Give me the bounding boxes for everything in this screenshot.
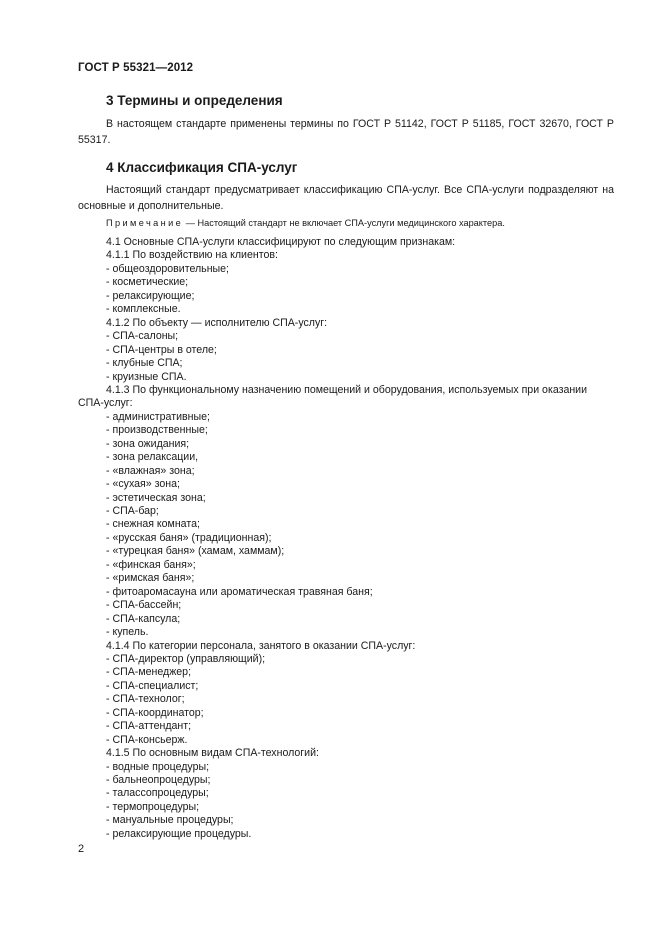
list-item: - купель. (106, 626, 149, 639)
section-3-text-content: В настоящем стандарте применены термины по ГОСТ Р 51142, ГОСТ Р 51185, ГОСТ 32670, ГОСТ Р 55317. (78, 118, 614, 146)
clause-line: 4.1.1 По воздействию на клиентов: (106, 249, 278, 262)
list-item: - СПА-салоны; (106, 330, 179, 343)
clause-line: 4.1 Основные СПА-услуги классифицируют по следующим признакам: (106, 236, 456, 248)
list-item: - «римская баня»; (106, 572, 195, 585)
list-item: - СПА-аттендант; (106, 720, 192, 733)
list-item: - мануальные процедуры; (106, 814, 234, 827)
list-item: - СПА-бар; (106, 505, 159, 517)
list-item: - СПА-капсула; (106, 612, 181, 625)
note-label: Примечание (106, 218, 184, 228)
list-item: - водные процедуры; (106, 760, 210, 773)
list-item: - снежная комната; (106, 518, 200, 531)
list-item: - СПА-центры в отеле; (106, 343, 217, 356)
document-code-header: ГОСТ Р 55321—2012 (78, 62, 194, 74)
list-item: - СПА-бассейн; (106, 599, 182, 612)
note-text: — Настоящий стандарт не включает СПА-услуги медицинского характера. (183, 218, 505, 228)
list-item: - термопроцедуры; (106, 800, 200, 813)
list-item: - СПА-координатор; (106, 706, 204, 719)
list-item: - фитоаромасауна или ароматическая травяная баня; (106, 585, 373, 598)
clause-line: 4.1.5 По основным видам СПА-технологий: (106, 747, 319, 760)
clause-line: 4.1.2 По объекту — исполнителю СПА-услуг: (106, 316, 328, 329)
list-item: - релаксирующие процедуры. (106, 827, 252, 840)
list-item: - клубные СПА; (106, 357, 183, 370)
section-4-intro (78, 182, 614, 214)
list-item: - зона релаксации, (106, 451, 199, 464)
list-item: - эстетическая зона; (106, 491, 206, 504)
section-3-text (78, 116, 614, 148)
list-item: - бальнеопроцедуры; (106, 774, 211, 786)
section-3-title: 3 Термины и определения (106, 93, 283, 108)
list-item: - СПА-технолог; (106, 693, 185, 706)
list-item: - административные; (106, 410, 210, 423)
list-item: - «финская баня»; (106, 558, 196, 571)
list-item: - круизные СПА. (106, 370, 187, 383)
list-item: - комплексные. (106, 303, 181, 316)
list-item: - СПА-консьерж. (106, 733, 188, 746)
list-item: - релаксирующие; (106, 289, 195, 302)
section-4-title: 4 Классификация СПА-услуг (106, 160, 298, 175)
list-item: - СПА-директор (управляющий); (106, 652, 266, 665)
clause-continuation: СПА-услуг: (78, 397, 133, 410)
list-item: - СПА-специалист; (106, 679, 199, 692)
list-item: - зона ожидания; (106, 437, 190, 450)
list-item: - «сухая» зона; (106, 478, 180, 491)
list-item: - «влажная» зона; (106, 464, 195, 477)
list-item: - косметические; (106, 276, 189, 289)
clause-line: 4.1.3 По функциональному назначению помещений и оборудования, используемых при оказании (106, 383, 588, 396)
list-item: - талассопроцедуры; (106, 787, 209, 800)
section-4-intro-content: Настоящий стандарт предусматривает классификацию СПА-услуг. Все СПА-услуги подразделяют на основные и дополнительные. (78, 184, 614, 212)
list-item: - «турецкая баня» (хамам, хаммам); (106, 545, 285, 558)
page-number: 2 (78, 843, 85, 855)
list-item: - СПА-менеджер; (106, 666, 192, 679)
list-item: - общеоздоровительные; (106, 262, 229, 275)
clause-line: 4.1.4 По категории персонала, занятого в оказании СПА-услуг: (106, 639, 416, 652)
list-item: - «русская баня» (традиционная); (106, 531, 272, 544)
list-item: - производственные; (106, 424, 208, 437)
section-4-note (106, 217, 505, 230)
